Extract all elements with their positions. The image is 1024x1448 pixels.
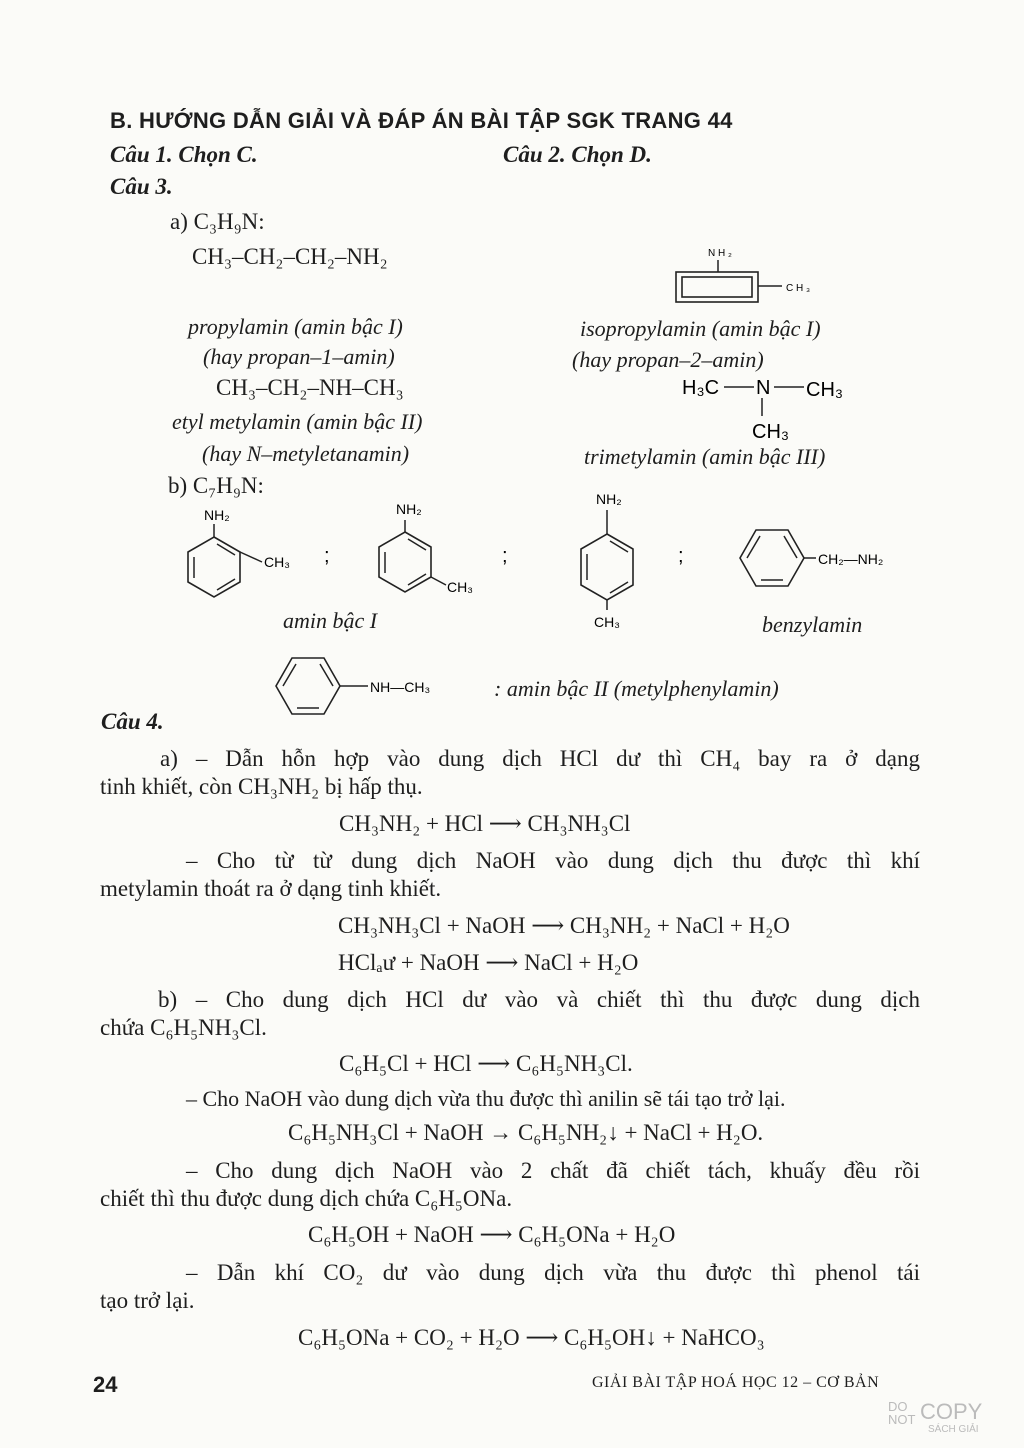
double-bond <box>784 536 797 558</box>
benzene-inner <box>682 277 752 297</box>
formula-propylamin: CH₃–CH₂–CH₂–NH₂ <box>192 244 388 269</box>
cau-1-answer: Câu 1. Chọn C. <box>110 142 258 167</box>
para-5-line-2: chiết thì thu được dung dịch chứa C₆H₅ONa. <box>100 1186 513 1211</box>
tma-n-label: N <box>756 377 771 399</box>
cau-4-heading: Câu 4. <box>101 709 164 734</box>
name-propylamin: propylamin (amin bậc I) <box>188 314 403 339</box>
separator: ; <box>678 545 684 567</box>
equation-7: C₆H₅ONa + CO₂ + H₂O ⟶ C₆H₅OH↓ + NaHCO₃ <box>298 1325 765 1350</box>
structure-aminotoluene-top <box>660 244 830 316</box>
equation-1: CH₃NH₂ + HCl ⟶ CH₃NH₃Cl <box>339 811 631 836</box>
label-amin-bac1: amin bậc I <box>283 608 378 633</box>
para-3-line-2: chứa C₆H₅NH₃Cl. <box>100 1015 267 1040</box>
equation-6: C₆H₅OH + NaOH ⟶ C₆H₅ONa + H₂O <box>308 1222 676 1247</box>
alt-isopropylamin: (hay propan–2–amin) <box>572 347 764 372</box>
p-toluidine <box>581 491 633 630</box>
section-title: B. HƯỚNG DẪN GIẢI VÀ ĐÁP ÁN BÀI TẬP SGK TRANG 44 <box>110 108 733 133</box>
para-3-line-1: b) – Cho dung dịch HCl dư vào và chiết thì thu được dung dịch <box>158 987 920 1012</box>
watermark-sach: SÁCH GIẢI <box>928 1424 979 1435</box>
part-b-label: b) C₇H₉N: <box>168 473 264 498</box>
equation-2: CH₃NH₃Cl + NaOH ⟶ CH₃NH₂ + NaCl + H₂O <box>338 913 790 938</box>
name-etylmetylamin: etyl metylamin (amin bậc II) <box>172 409 423 434</box>
double-bond <box>610 541 628 552</box>
name-isopropylamin: isopropylamin (amin bậc I) <box>580 316 821 341</box>
equation-4: C₆H₅Cl + HCl ⟶ C₆H₅NH₃Cl. <box>339 1051 633 1076</box>
double-bond <box>217 579 235 590</box>
ch3-label: CH₃ <box>264 554 290 570</box>
double-bond <box>320 664 333 686</box>
tma-right-label: CH₃ <box>806 379 844 401</box>
benzylamin-structure <box>740 530 883 586</box>
tma-left-label: H₃C <box>682 377 720 399</box>
cau-2-answer: Câu 2. Chọn D. <box>503 142 652 167</box>
double-bond <box>217 544 235 555</box>
para-2-line-1: – Cho từ từ dung dịch NaOH vào dung dịch thu được thì khí <box>186 848 920 873</box>
para-5-line-1: – Cho dung dịch NaOH vào 2 chất đã chiết tách, khuấy đều rồi <box>186 1158 920 1183</box>
ring-ortho <box>188 537 240 597</box>
alt-etylmetylamin: (hay N–metyletanamin) <box>202 441 410 466</box>
alt-propylamin: (hay propan–1–amin) <box>203 344 395 369</box>
formula-etylmetylamin: CH₃–CH₂–NH–CH₃ <box>216 375 404 400</box>
equation-5: C₆H₅NH₃Cl + NaOH → C₆H₅NH₂↓ + NaCl + H₂O. <box>288 1120 764 1145</box>
watermark-not: NOT <box>888 1412 916 1427</box>
bond-ch3 <box>431 577 446 585</box>
nh2-label: NH₂ <box>396 501 422 517</box>
double-bond <box>408 574 426 585</box>
nh2-label: NH₂ <box>596 491 622 507</box>
separator: ; <box>324 545 330 567</box>
para-6-line-1: – Dẫn khí CO₂ dư vào dung dịch vừa thu được thì phenol tái <box>186 1260 920 1285</box>
benzyl-chain-label: CH₂—NH₂ <box>818 551 884 567</box>
ch3-label: CH₃ <box>447 579 473 595</box>
part-a-label: a) C₃H₉N: <box>170 209 265 234</box>
para-1-line-1: a) – Dẫn hỗn hợp vào dung dịch HCl dư thì CH₄ bay ra ở dạng <box>160 746 920 771</box>
nh2-label: NH₂ <box>204 507 230 523</box>
para-4-line-1: – Cho NaOH vào dung dịch vừa thu được thì anilin sẽ tái tạo trở lại. <box>186 1086 786 1111</box>
para-2-line-2: metylamin thoát ra ở dạng tinh khiết. <box>100 876 442 901</box>
page-number: 24 <box>93 1372 118 1397</box>
ch3-label: CH₃ <box>594 614 620 630</box>
nh-ch3-label: NH—CH₃ <box>370 679 431 695</box>
label-amin-bac2: : amin bậc II (metylphenylamin) <box>494 676 779 701</box>
name-trimetylamin: trimetylamin (amin bậc III) <box>584 444 826 469</box>
structure-trimetylamin <box>676 370 856 448</box>
para-6-line-2: tạo trở lại. <box>100 1288 195 1313</box>
para-1-line-2: tinh khiết, còn CH₃NH₂ bị hấp thụ. <box>100 774 423 799</box>
label-benzylamin: benzylamin <box>762 612 863 637</box>
equation-3: HClₐư + NaOH ⟶ NaCl + H₂O <box>338 950 639 975</box>
bond-ch3 <box>240 552 262 562</box>
footer-title: GIẢI BÀI TẬP HOÁ HỌC 12 – CƠ BẢN <box>592 1374 880 1391</box>
double-bond <box>408 539 426 550</box>
m-toluidine <box>379 501 473 595</box>
double-bond <box>610 582 628 593</box>
nh2-label-small: N H ₂ <box>708 248 732 259</box>
watermark-do: DO <box>888 1399 908 1414</box>
ring-benzyl <box>740 530 804 586</box>
cau-3-heading: Câu 3. <box>110 174 173 199</box>
watermark-copy: COPY <box>920 1399 983 1424</box>
structure-metylphenylamin <box>270 650 470 724</box>
ring-para <box>581 534 633 600</box>
double-bond <box>747 536 760 558</box>
ring-n-methylaniline <box>276 658 340 714</box>
ring-meta <box>379 532 431 592</box>
ch3-label-small: C H ₃ <box>786 283 811 294</box>
tma-bottom-label: CH₃ <box>752 421 790 443</box>
double-bond <box>283 664 296 686</box>
separator: ; <box>502 545 508 567</box>
watermark <box>888 1400 998 1440</box>
o-toluidine <box>188 507 290 597</box>
